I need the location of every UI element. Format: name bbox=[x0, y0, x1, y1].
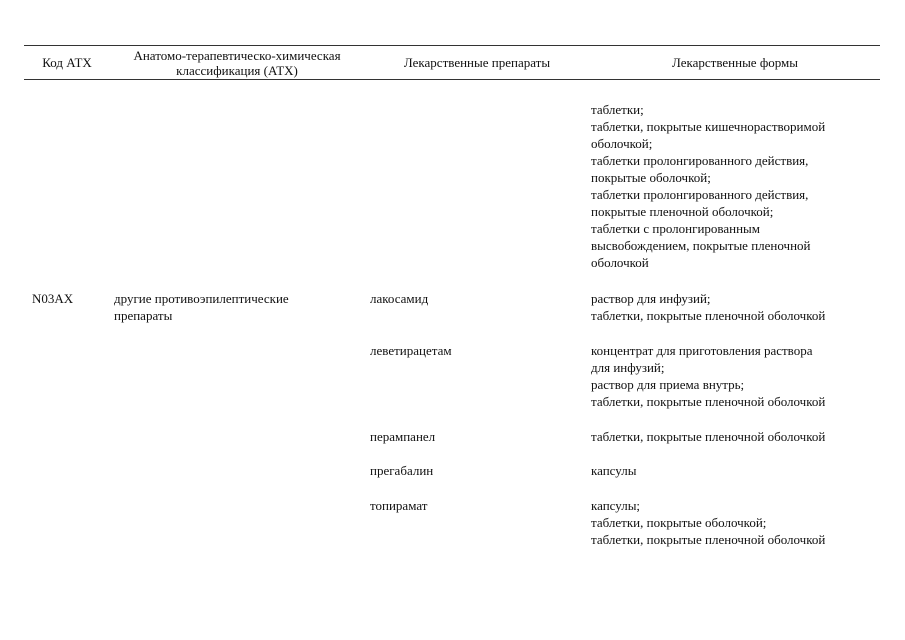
drug-name: перампанел bbox=[370, 429, 436, 444]
form-line: для инфузий; bbox=[591, 360, 665, 375]
drug-forms-cell bbox=[591, 428, 825, 445]
form-line: покрытые пленочной оболочкой; bbox=[591, 204, 774, 219]
form-line: таблетки, покрытые оболочкой; bbox=[591, 515, 767, 530]
header-code bbox=[24, 46, 110, 79]
form-line: таблетки, покрытые пленочной оболочкой bbox=[591, 308, 826, 323]
form-line: раствор для приема внутрь; bbox=[591, 377, 745, 392]
header-atc-line2: классификация (АТХ) bbox=[176, 62, 298, 78]
form-line: покрытые оболочкой; bbox=[591, 170, 711, 185]
drug-name-cell bbox=[370, 497, 427, 514]
form-line: таблетки, покрытые кишечнорастворимой bbox=[591, 119, 826, 134]
drug-name: лакосамид bbox=[370, 291, 429, 306]
drug-name-cell bbox=[370, 290, 428, 307]
drug-name-cell bbox=[370, 462, 433, 479]
group-name-line: другие противоэпилептические bbox=[114, 291, 289, 306]
drug-name: леветирацетам bbox=[370, 343, 452, 358]
group-code-cell bbox=[32, 290, 73, 307]
header-code-label: Код АТХ bbox=[42, 55, 92, 70]
drug-forms-cell bbox=[591, 342, 825, 410]
form-line: концентрат для приготовления раствора bbox=[591, 343, 813, 358]
form-line: высвобождением, покрытые пленочной bbox=[591, 238, 811, 253]
group-code: N03AX bbox=[32, 291, 74, 306]
header-forms-label: Лекарственные формы bbox=[671, 55, 799, 70]
drug-name: топирамат bbox=[370, 498, 428, 513]
table-header-rule bbox=[24, 79, 880, 80]
header-drugs bbox=[364, 46, 590, 79]
drug-forms-cell bbox=[591, 462, 636, 479]
header-drugs-label: Лекарственные препараты bbox=[403, 55, 551, 70]
form-line: таблетки пролонгированного действия, bbox=[591, 153, 809, 168]
group-name-cell bbox=[114, 290, 289, 324]
form-line: таблетки, покрытые пленочной оболочкой bbox=[591, 532, 826, 547]
form-line: раствор для инфузий; bbox=[591, 291, 711, 306]
header-atc-line1: Анатомо-терапевтическо-химическая bbox=[133, 47, 341, 63]
group-name-line: препараты bbox=[114, 308, 173, 323]
header-atc bbox=[110, 46, 364, 79]
drug-name-cell bbox=[370, 342, 452, 359]
form-line: капсулы bbox=[591, 463, 637, 478]
header-forms bbox=[590, 46, 880, 79]
form-line: таблетки, покрытые пленочной оболочкой bbox=[591, 429, 826, 444]
form-line: оболочкой; bbox=[591, 136, 653, 151]
form-line: капсулы; bbox=[591, 498, 641, 513]
form-line: таблетки пролонгированного действия, bbox=[591, 187, 809, 202]
drug-forms-cell bbox=[591, 497, 825, 548]
form-line: таблетки с пролонгированным bbox=[591, 221, 761, 236]
form-line: таблетки, покрытые пленочной оболочкой bbox=[591, 394, 826, 409]
drug-forms-cell bbox=[591, 290, 825, 324]
drug-name-cell bbox=[370, 428, 435, 445]
continuation-forms-cell bbox=[591, 101, 825, 271]
form-line: оболочкой bbox=[591, 255, 649, 270]
drug-name: прегабалин bbox=[370, 463, 434, 478]
form-line: таблетки; bbox=[591, 102, 644, 117]
